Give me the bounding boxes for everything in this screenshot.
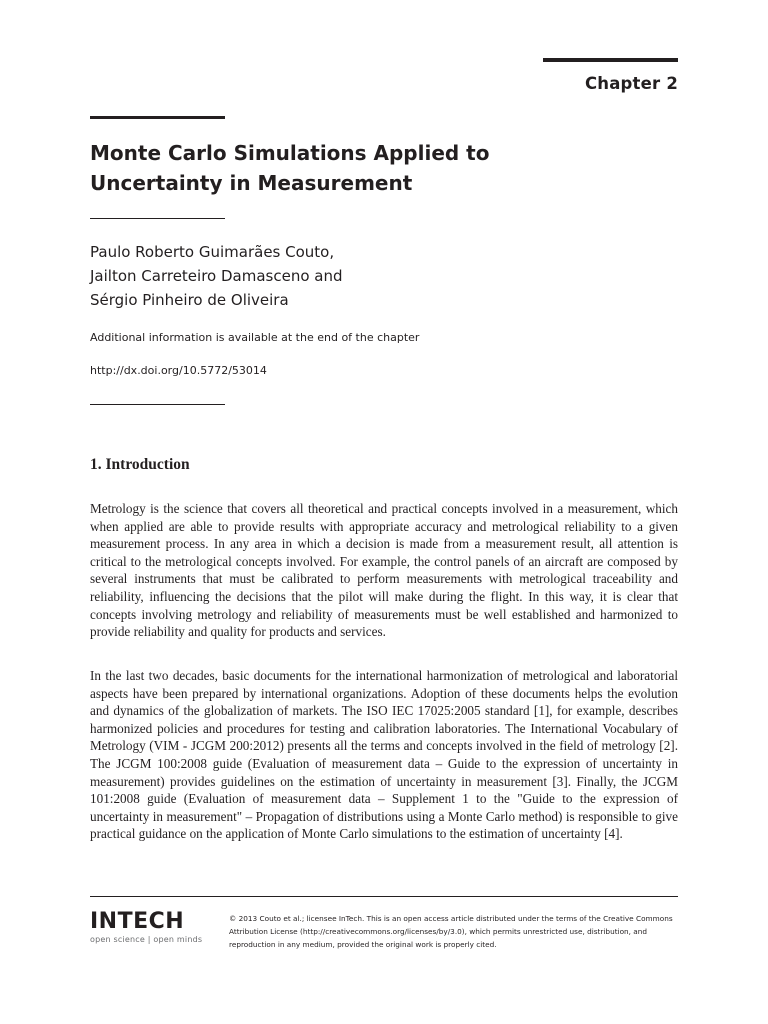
author-line-3: Sérgio Pinheiro de Oliveira <box>90 291 289 309</box>
body-paragraph-1: Metrology is the science that covers all theoretical and practical concepts involved in a measurement, which when applied are able to provide results with appropriate accuracy and metrological reliability to a given measurement process. In any area in which a decision is made from a measurement result, all attention is critical to the metrological concepts involved. For example, the control panels of an aircraft are composed by several instruments that must be calibrated to perform measurements with metrological traceability and reliability, influencing the decisions that the pilot will make during the flight. In this way, it is clear that concepts involving metrology and reliability of measurements must be well established and harmonized to provide reliability and quality for products and services. <box>90 501 678 640</box>
author-line-2: Jailton Carreteiro Damasceno and <box>90 267 343 285</box>
license-notice: © 2013 Couto et al.; licensee InTech. This is an open access article distributed under the terms of the Creative Commons Attribution License (http://creativecommons.org/licenses/by/3.0), which permits unrestricted use, distribution, and reproduction in any medium, provided the original work is properly cited. <box>229 914 673 949</box>
chapter-rule <box>543 58 678 62</box>
additional-info-note: Additional information is available at the end of the chapter <box>90 331 420 344</box>
author-line-1: Paulo Roberto Guimarães Couto, <box>90 243 335 261</box>
author-list <box>90 240 343 312</box>
logo-wordmark: INTECH <box>90 909 185 934</box>
title-line-1: Monte Carlo Simulations Applied to <box>90 141 490 165</box>
footer-rule <box>90 896 678 897</box>
doi-link[interactable]: http://dx.doi.org/10.5772/53014 <box>90 364 267 377</box>
section-heading: 1. Introduction <box>90 456 190 473</box>
doi-rule <box>90 404 225 405</box>
title-line-2: Uncertainty in Measurement <box>90 171 413 195</box>
intech-logo <box>90 910 202 944</box>
chapter-title <box>90 138 650 198</box>
body-paragraph-2: In the last two decades, basic documents for the international harmonization of metrological and laboratorial aspects have been prepared by international organizations. Adoption of these documents helps the evolution and dynamics of the globalization of markets. The ISO IEC 17025:2005 standard [1], for example, describes harmonized policies and procedures for testing and calibration laboratories. The International Vocabulary of Metrology (VIM - JCGM 200:2012) presents all the terms and concepts involved in the field of metrology [2]. The JCGM 100:2008 guide (Evaluation of measurement data – Guide to the expression of uncertainty in measurement) provides guidelines on the estimation of uncertainty in measurement [3]. Finally, the JCGM 101:2008 guide (Evaluation of measurement data – Supplement 1 to the "Guide to the expression of uncertainty in measurement" – Propagation of distributions using a Monte Carlo method) is responsible to give practical guidance on the application of Monte Carlo simulations to the estimation of uncertainty [4]. <box>90 668 678 842</box>
logo-tagline: open science | open minds <box>90 935 203 944</box>
chapter-label: Chapter 2 <box>584 74 678 93</box>
authors-rule <box>90 218 225 219</box>
title-rule <box>90 116 225 119</box>
